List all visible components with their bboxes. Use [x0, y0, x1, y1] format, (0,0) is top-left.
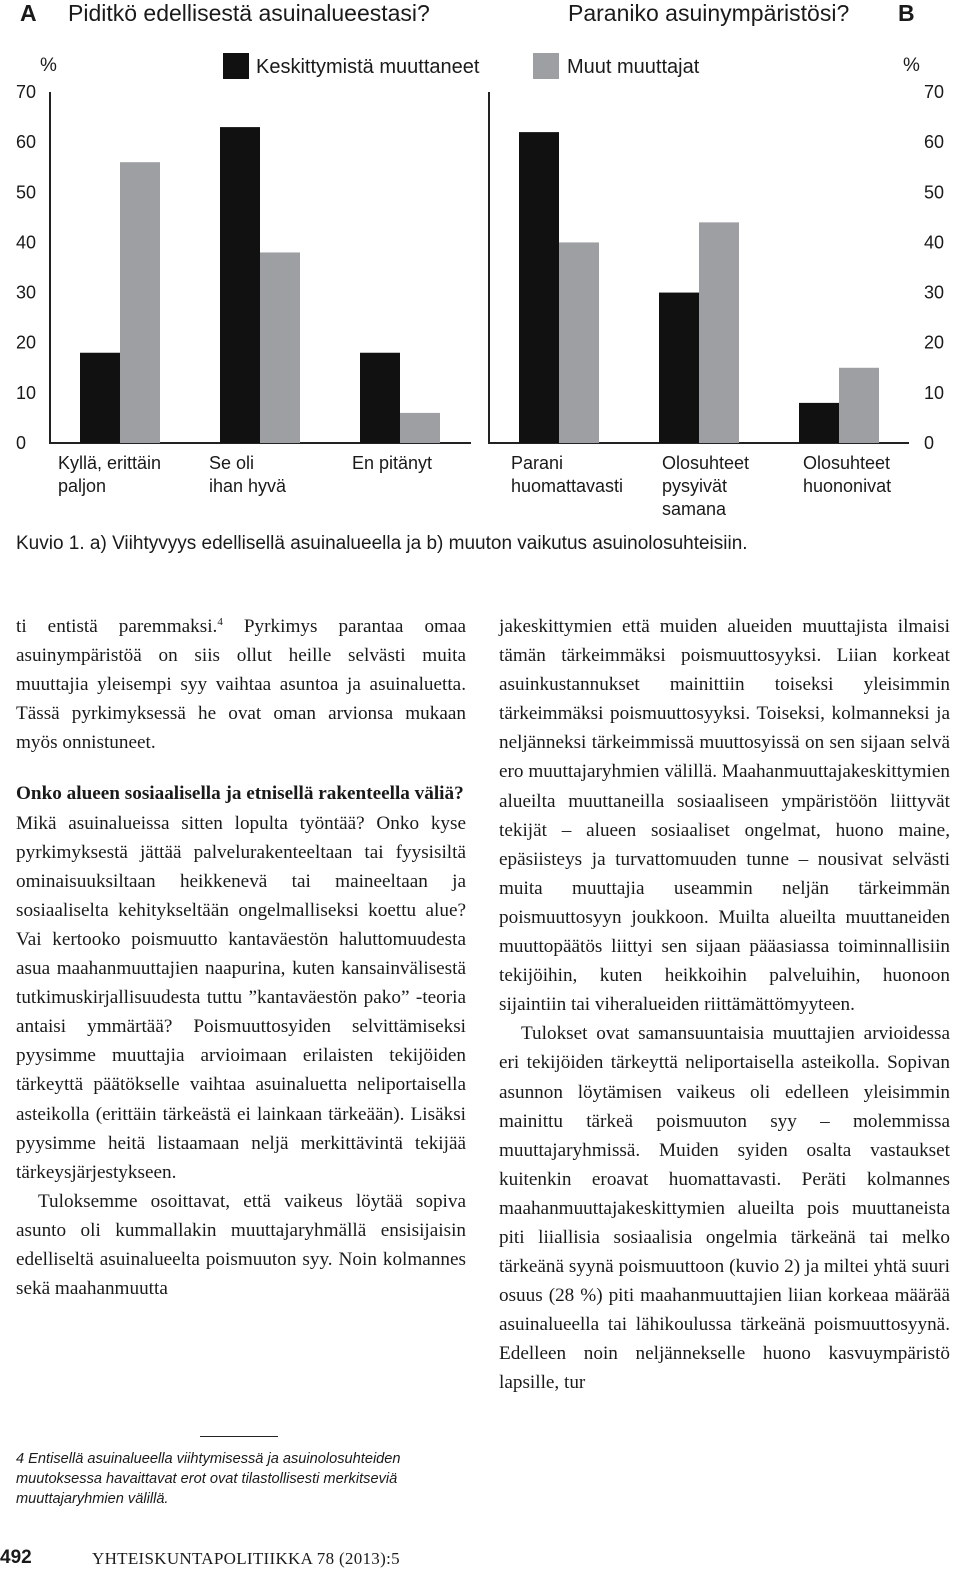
bar-b-series1-1 — [519, 132, 559, 443]
bar-b-series1-3 — [799, 403, 839, 443]
left-paragraph-1 — [16, 612, 466, 757]
y-tick-label-right: 70 — [924, 82, 945, 102]
y-tick-label-right: 30 — [924, 282, 945, 303]
x-category-label-a-1: paljon — [58, 476, 107, 496]
x-category-label-a-1: Kyllä, erittäin — [58, 453, 162, 473]
bar-a-series2-3 — [400, 413, 440, 443]
bar-chart-figure — [0, 0, 960, 530]
y-tick-label-right: 50 — [924, 182, 945, 203]
panel-a-question: Piditkö edellisestä asuinalueestasi? — [68, 0, 430, 26]
bar-b-series2-1 — [559, 242, 599, 443]
left-paragraph-1-rest: Pyrkimys parantaa omaa asuinympäristöä on siis ollut heille selvästi muita muuttajia yleisempi syy vaihtaa asuntoa ja asuinaluetta. Tässä pyrkimyksessä he ovat oman arvionsa mukaan myös onnistuneet. — [16, 616, 466, 754]
y-tick-label-left: 20 — [16, 332, 37, 353]
bar-b-series2-3 — [839, 368, 879, 443]
left-paragraph-1-start: ti entistä paremmaksi. — [16, 616, 218, 637]
page-number: 492 — [0, 1547, 32, 1568]
x-category-label-b-2: Olosuhteet — [662, 453, 750, 473]
panel-b-question: Paraniko asuinympäristösi? — [568, 0, 850, 26]
y-tick-label-right: 0 — [924, 433, 935, 453]
panel-a-letter: A — [20, 0, 37, 26]
x-category-label-a-2: Se oli — [209, 453, 255, 473]
x-category-label-a-2: ihan hyvä — [209, 476, 287, 496]
y-tick-label-left: 70 — [16, 82, 37, 102]
y-tick-label-left: 40 — [16, 232, 37, 253]
x-category-label-b-3: Olosuhteet — [803, 453, 891, 473]
bar-a-series2-2 — [260, 252, 300, 443]
bar-b-series2-2 — [699, 222, 739, 443]
panel-b-letter: B — [898, 0, 915, 26]
right-paragraph-2: Tulokset ovat samansuuntaisia muuttajien arvioidessa eri tekijöiden tärkeyttä neliportaisella asteikolla. Sopivan asunnon löytämisen vaikeus oli edelleen yleisimmin mainittu tärkeä poismuuton syy – molemmissa muuttajaryhmissä. Muiden syiden osalta vastaukset kuitenkin eroavat huomattavasti. Peräti kolmannes maahanmuuttajakeskittymien alueilta pois muuttaneista piti liiallisia sosiaalisia ongelmia tärkeänä tai melko tärkeänä syynä poismuuttoon (kuvio 2) ja miltei yhtä suuri osuus (28 %) piti maahanmuuttajien liian korkeaa määrää asuinalueella tai lähikoulussa tärkeänä poismuuttosyynä. Edelleen noin neljännekselle huono kasvuympäristö lapsille, tur — [499, 1023, 950, 1394]
x-category-label-b-1: Parani — [511, 453, 564, 473]
x-category-label-a-3: En pitänyt — [352, 453, 433, 473]
footnote-ref: 4 — [217, 616, 223, 628]
y-tick-label-right: 10 — [924, 382, 945, 403]
bar-a-series1-1 — [80, 353, 120, 443]
bar-a-series1-2 — [220, 127, 260, 443]
right-column — [499, 612, 950, 1398]
x-category-label-b-2: samana — [662, 499, 727, 519]
y-unit-left: % — [40, 55, 57, 76]
left-paragraph-3: Tuloksemme osoittavat, että vaikeus löytää sopiva asunto oli kummallakin muuttajaryhmällä ensisijaisin edelliseltä asuinalueelta poismuuton syy. Noin kolmannes sekä maahanmuutta — [16, 1190, 466, 1300]
y-tick-label-right: 20 — [924, 332, 945, 353]
bar-a-series1-3 — [360, 353, 400, 443]
y-tick-label-left: 60 — [16, 132, 37, 153]
left-column — [16, 612, 466, 1303]
y-unit-right: % — [903, 55, 920, 76]
footnote: 4 Entisellä asuinalueella viihtymisessä ja asuinolosuhteiden muutoksessa havaittavat erot ovat tilastollisesti merkitseviä muuttajaryhmien välillä. — [16, 1451, 401, 1507]
footnote-rule — [200, 1436, 278, 1437]
legend-label-series1: Keskittymistä muuttaneet — [256, 56, 480, 78]
bar-b-series1-2 — [659, 293, 699, 443]
figure-caption: Kuvio 1. a) Viihtyvyys edellisellä asuinalueella ja b) muuton vaikutus asuinolosuhteisiin. — [16, 533, 748, 554]
y-tick-label-left: 0 — [16, 433, 27, 453]
x-category-label-b-1: huomattavasti — [511, 476, 624, 496]
y-tick-label-right: 60 — [924, 132, 945, 153]
y-tick-label-left: 10 — [16, 382, 37, 403]
x-category-label-b-2: pysyivät — [662, 476, 728, 496]
y-tick-label-left: 30 — [16, 282, 37, 303]
x-category-label-b-3: huononivat — [803, 476, 892, 496]
y-tick-label-right: 40 — [924, 232, 945, 253]
y-tick-label-left: 50 — [16, 182, 37, 203]
right-paragraph-1: jakeskittymien että muiden alueiden muuttajista ilmaisi tämän tärkeimmäksi poismuuttosyyksi. Liian korkeat asuinkustannukset mainittiin toiseksi yleisimmin tärkeimmäksi poismuuttosyyksi. Toiseksi, kolmanneksi ja neljänneksi tärkeimmissä muuttosyissä on sen sijaan selvä ero muuttajaryhmien välillä. Maahanmuuttajakeskittymien alueilta muuttaneilla sosiaaliseen ympäristöön liittyvät tekijät – alueen sosiaaliset ongelmat, huono maine, epäsiisteys ja turvattomuuden tunne – nousivat selvästi muita muuttajia useammin neljän tärkeimmän poismuuttosyyn joukkoon. Muilta alueilta muuttaneiden muuttopäätös liittyi sen sijaan pääasiassa toiminnallisiin tekijöihin, kuten heikkoihin palveluihin, huonoon sijaintiin tai viheralueiden riittämättömyyteen. — [499, 616, 950, 1016]
section-heading: Onko alueen sosiaalisella ja etnisellä rakenteella väliä? — [16, 783, 464, 805]
bar-a-series2-1 — [120, 162, 160, 443]
left-paragraph-2: Mikä asuinalueissa sitten lopulta työntää? Onko kyse pyrkimyksestä jättää palvelurakenteeltaan tai fyysisiltä ominaisuuksiltaan heikkenevä tai maineeltaan ja sosiaaliselta kehitykseltään ongelmalliseksi koettu alue? Vai kertooko poismuutto kantaväestön haluttomuudesta asua maahanmuuttajien naapurina, kuten kansainvälisestä tutkimuskirjallisuudesta tuttu ”kantaväestön pako” -teoria antaisi ymmärtää? Poismuuttosyiden selvittämiseksi pyysimme muuttajia arvioimaan erilaisten tekijöiden tärkeyttä päätökselle vaihtaa asuinaluetta neliportaisella asteikolla (erittäin tärkeästä ei lainkaan tärkeään). Lisäksi pyysimme heitä listaamaan neljä merkittävintä tekijää tärkeysjärjestykseen. — [16, 812, 466, 1183]
legend-label-series2: Muut muuttajat — [567, 56, 700, 78]
journal-name: YHTEISKUNTAPOLITIIKKA 78 (2013):5 — [92, 1549, 400, 1568]
